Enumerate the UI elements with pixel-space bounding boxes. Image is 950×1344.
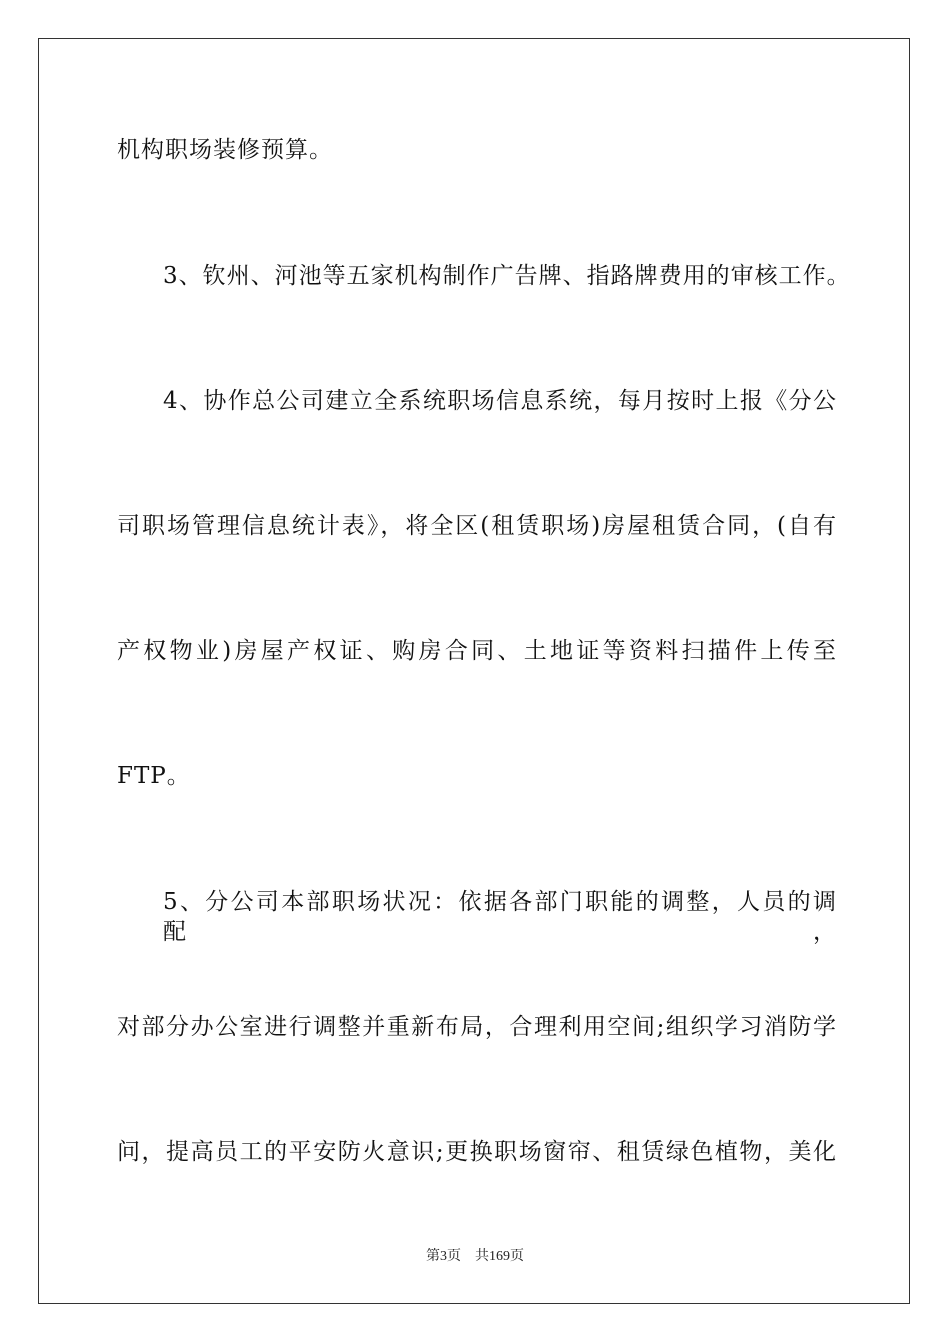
text-line-7: 5、分公司本部职场状况：依据各部门职能的调整，人员的调配， bbox=[163, 889, 837, 945]
page-footer bbox=[0, 1248, 950, 1266]
text-line-1: 机构职场装修预算。 bbox=[117, 137, 333, 163]
page-total: 共169页 bbox=[475, 1249, 524, 1264]
text-line-8: 对部分办公室进行调整并重新布局，合理利用空间;组织学习消防学 bbox=[117, 1014, 837, 1040]
text-line-4: 司职场管理信息统计表》，将全区(租赁职场)房屋租赁合同，(自有 bbox=[117, 513, 837, 539]
text-line-3: 4、协作总公司建立全系统职场信息系统，每月按时上报《分公 bbox=[163, 388, 837, 414]
text-line-5: 产权物业)房屋产权证、购房合同、土地证等资料扫描件上传至 bbox=[117, 638, 837, 664]
text-line-2: 3、钦州、河池等五家机构制作广告牌、指路牌费用的审核工作。 bbox=[163, 263, 851, 289]
page-border bbox=[38, 38, 910, 1304]
text-line-6: FTP。 bbox=[117, 763, 191, 789]
text-line-9: 问，提高员工的平安防火意识;更换职场窗帘、租赁绿色植物，美化 bbox=[117, 1139, 837, 1165]
page-number: 第3页 bbox=[426, 1249, 461, 1264]
